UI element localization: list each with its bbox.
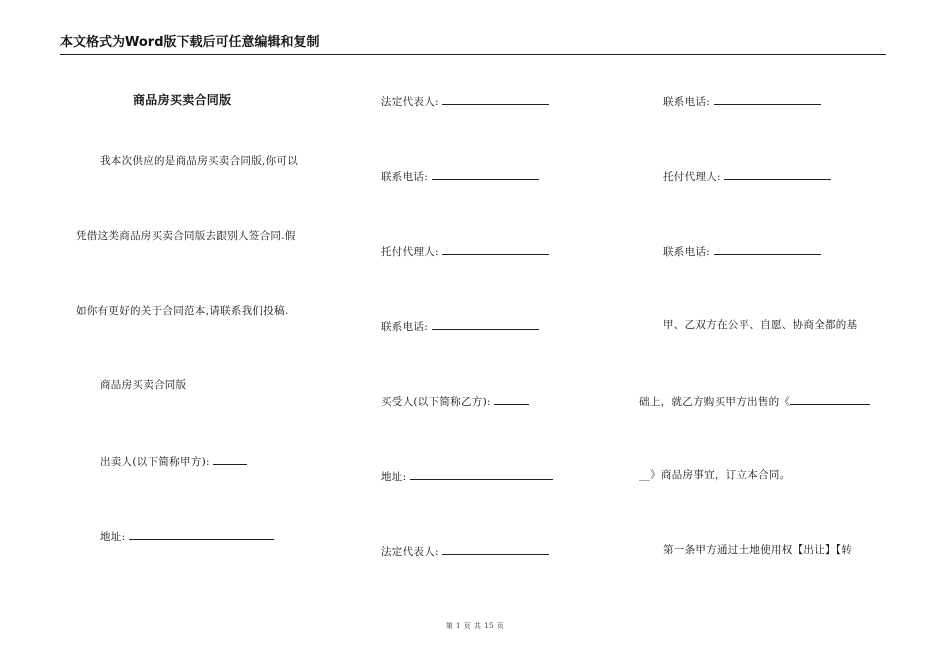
phone-label-4: 联系电话:: [663, 246, 711, 258]
buyer-field: [381, 393, 529, 409]
agent-label: 托付代理人:: [381, 246, 439, 258]
agent-blank-2: [724, 168, 831, 180]
article-1-line: 第一条甲方通过土地使用权【出让】【转: [663, 544, 853, 556]
address-label-2: 地址:: [381, 471, 407, 483]
legal-rep-blank: [442, 93, 549, 105]
intro-line-2: 凭借这类商品房买卖合同版去跟别人签合同.假: [76, 230, 296, 242]
seller-blank: [213, 453, 247, 465]
page-footer: [0, 621, 950, 631]
seller-label: 出卖人(以下简称甲方):: [100, 456, 210, 468]
agent-field-2: [663, 168, 831, 184]
paragraph-line-2-text: 础上，就乙方购买甲方出售的《: [639, 396, 791, 408]
address-field-2: [381, 468, 553, 484]
document-header: [60, 35, 886, 55]
phone-field-1: [381, 168, 539, 184]
intro-line-3: 如你有更好的关于合同范本,请联系我们投稿.: [76, 305, 289, 317]
page-number: 第 1 页 共 15 页: [445, 622, 505, 630]
legal-rep-label-2: 法定代表人:: [381, 546, 439, 558]
paragraph-line-1: 甲、乙双方在公平、自愿、协商全都的基: [663, 319, 858, 331]
seller-field: [100, 453, 247, 469]
agent-label-2: 托付代理人:: [663, 171, 721, 183]
phone-label-1: 联系电话:: [381, 171, 429, 183]
header-title: 本文格式为Word版下载后可任意编辑和复制: [60, 35, 320, 50]
phone-label-2: 联系电话:: [381, 321, 429, 333]
agent-blank: [442, 243, 549, 255]
buyer-blank: [494, 393, 529, 405]
buyer-label: 买受人(以下简称乙方):: [381, 396, 491, 408]
legal-rep-label: 法定代表人:: [381, 96, 439, 108]
legal-rep-field: [381, 93, 549, 109]
paragraph-line-3: [639, 468, 791, 482]
subtitle: 商品房买卖合同版: [100, 379, 187, 391]
phone-label-3: 联系电话:: [663, 96, 711, 108]
address-blank: [129, 528, 274, 540]
paragraph-line-2: [639, 393, 870, 409]
phone-blank-2: [432, 318, 539, 330]
legal-rep-blank-2: [442, 543, 549, 555]
address-blank-2: [410, 468, 553, 480]
phone-field-2: [381, 318, 539, 334]
paragraph-line-3-text: 》商品房事宜，订立本合同。: [650, 469, 791, 481]
address-field: [100, 528, 274, 544]
legal-rep-field-2: [381, 543, 549, 559]
phone-blank-3: [714, 93, 821, 105]
agent-field: [381, 243, 549, 259]
phone-blank-4: [714, 243, 821, 255]
contract-title: 商品房买卖合同版: [133, 93, 232, 107]
phone-field-3: [663, 93, 821, 109]
paragraph-line-3-start: __: [639, 469, 651, 481]
intro-line-1: 我本次供应的是商品房买卖合同版,你可以: [100, 155, 299, 167]
phone-field-4: [663, 243, 821, 259]
project-name-blank: [790, 393, 870, 405]
phone-blank-1: [432, 168, 539, 180]
address-label: 地址:: [100, 531, 126, 543]
